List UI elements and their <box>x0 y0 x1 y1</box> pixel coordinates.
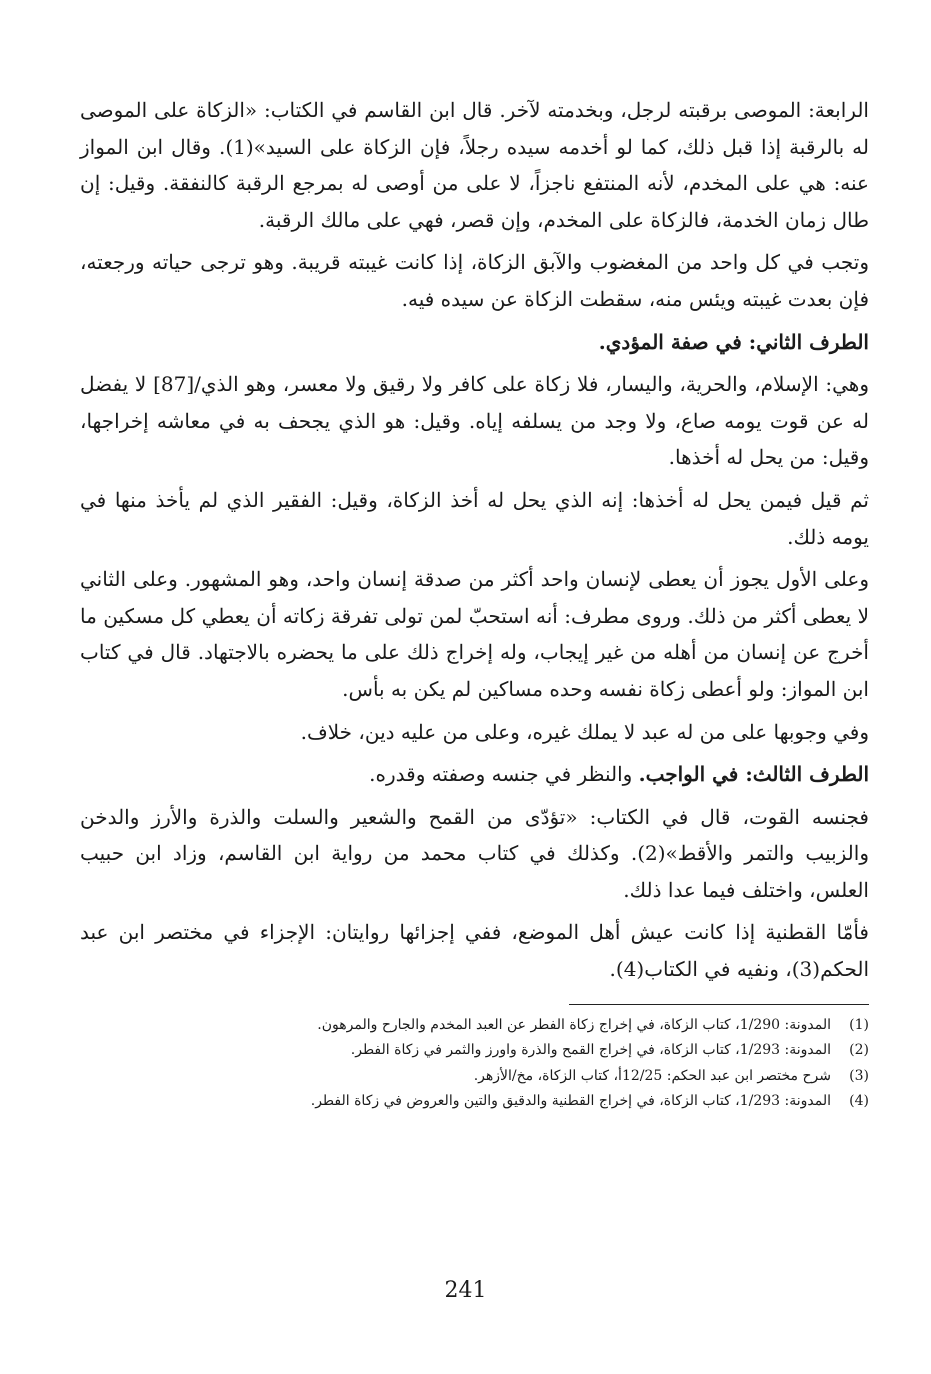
section-heading-3-title: الطرف الثالث: في الواجب. <box>638 762 869 787</box>
paragraph-2: وتجب في كل واحد من المغضوب والآبق الزكاة، إذا كانت غيبته قريبة. وهو ترجى حياته ورجعته، فإن بعدت غيبته ويئس منه، سقطت الزكاة عن سيده فيه. <box>80 250 869 311</box>
footnote-4 <box>80 1089 869 1115</box>
paragraph-7: فجنسه القوت، قال في الكتاب: «تؤدّى من القمح والشعير والسلت والذرة والأرز والدخن والزبيب والتمر والأقط»(2). وكذلك في كتاب محمد من رواية ابن القاسم، وزاد ابن حبيب العلس، واختلف فيما عدا ذلك. <box>80 804 869 902</box>
footnote-number: (4) <box>849 1093 869 1110</box>
footnote-text: شرح مختصر ابن عبد الحكم: 12/25أ، كتاب الزكاة، مخ/الأزهر. <box>473 1067 831 1084</box>
section-heading-3-rest: والنظر في جنسه وصفته وقدره. <box>369 762 639 787</box>
footnote-2 <box>80 1038 869 1064</box>
paragraph-8: فأمّا القطنية إذا كانت عيش أهل الموضع، ففي إجزائها روايتان: الإجزاء في مختصر ابن عبد الحكم(3)، ونفيه في الكتاب(4). <box>80 920 869 982</box>
paragraph-5: وعلى الأول يجوز أن يعطى لإنسان واحد أكثر من صدقة إنسان واحد، وهو المشهور. وعلى الثاني لا يعطى أكثر من ذلك. وروى مطرف: أنه استحبّ لمن تولى تفرقة زكاته أن يعطي كل مسكين ما أخرج عن إنسان من أهله من غير إيجاب، وله إخراج ذلك على ما يحضره بالاجتهاد. قال في كتاب ابن المواز: ولو أعطى زكاة نفسه وحده مساكين لم يكن به بأس. <box>80 567 869 701</box>
footnote-text: المدونة: 1/293، كتاب الزكاة، في إخراج القطنية والدقيق والتين والعروض في زكاة الفطر. <box>310 1093 831 1110</box>
footnote-1 <box>80 1013 869 1039</box>
section-heading-3 <box>80 756 869 793</box>
footnote-number: (3) <box>849 1067 869 1084</box>
paragraph-6: وفي وجوبها على من له عبد لا يملك غيره، وعلى من عليه دين، خلاف. <box>300 719 869 744</box>
footnote-number: (2) <box>849 1042 869 1059</box>
footnote-text: المدونة: 1/290، كتاب الزكاة، في إخراج زكاة الفطر عن العبد المخدم والجارح والمرهون. <box>317 1016 831 1033</box>
paragraph-1: الرابعة: الموصى برقبته لرجل، وبخدمته لآخر. قال ابن القاسم في الكتاب: «الزكاة على الموصى له بالرقبة إذا قبل ذلك، كما لو أخدمه سيده رجلاً، فإن الزكاة على السيد»(1). وقال ابن المواز عنه: هي على المخدم، لأنه المنتفع ناجزاً، لا على من أوصى له بمرجع الرقبة كالنفقة. وقيل: إن طال زمان الخدمة، فالزكاة على المخدم، وإن قصر، فهي على مالك الرقبة. <box>80 98 869 232</box>
footnote-divider <box>569 1004 869 1005</box>
main-text <box>80 92 869 988</box>
footnote-text: المدونة: 1/293، كتاب الزكاة، في إخراج القمح والذرة واورز والثمر في زكاة الفطر. <box>350 1042 831 1059</box>
paragraph-4: ثم قيل فيمن يحل له أخذها: إنه الذي يحل له أخذ الزكاة، وقيل: الفقير الذي لم يأخذ منها في يومه ذلك. <box>80 487 869 549</box>
section-heading-2-title: الطرف الثاني: في صفة المؤدي. <box>598 329 869 354</box>
paragraph-3: وهي: الإسلام، والحرية، واليسار، فلا زكاة على كافر ولا رقيق ولا معسر، وهو الذي/[87] لا يفضل له عن قوت يومه صاع، ولا وجد من يسلفه إياه. وقيل: هو الذي يجحف به في معاشه إخراجها، وقيل: من يحل له أخذها. <box>80 372 869 470</box>
section-heading-2 <box>80 324 869 361</box>
footnote-number: (1) <box>849 1016 869 1033</box>
footnote-3 <box>80 1064 869 1090</box>
footnotes <box>80 1013 869 1115</box>
page-number: 241 <box>444 1278 487 1303</box>
